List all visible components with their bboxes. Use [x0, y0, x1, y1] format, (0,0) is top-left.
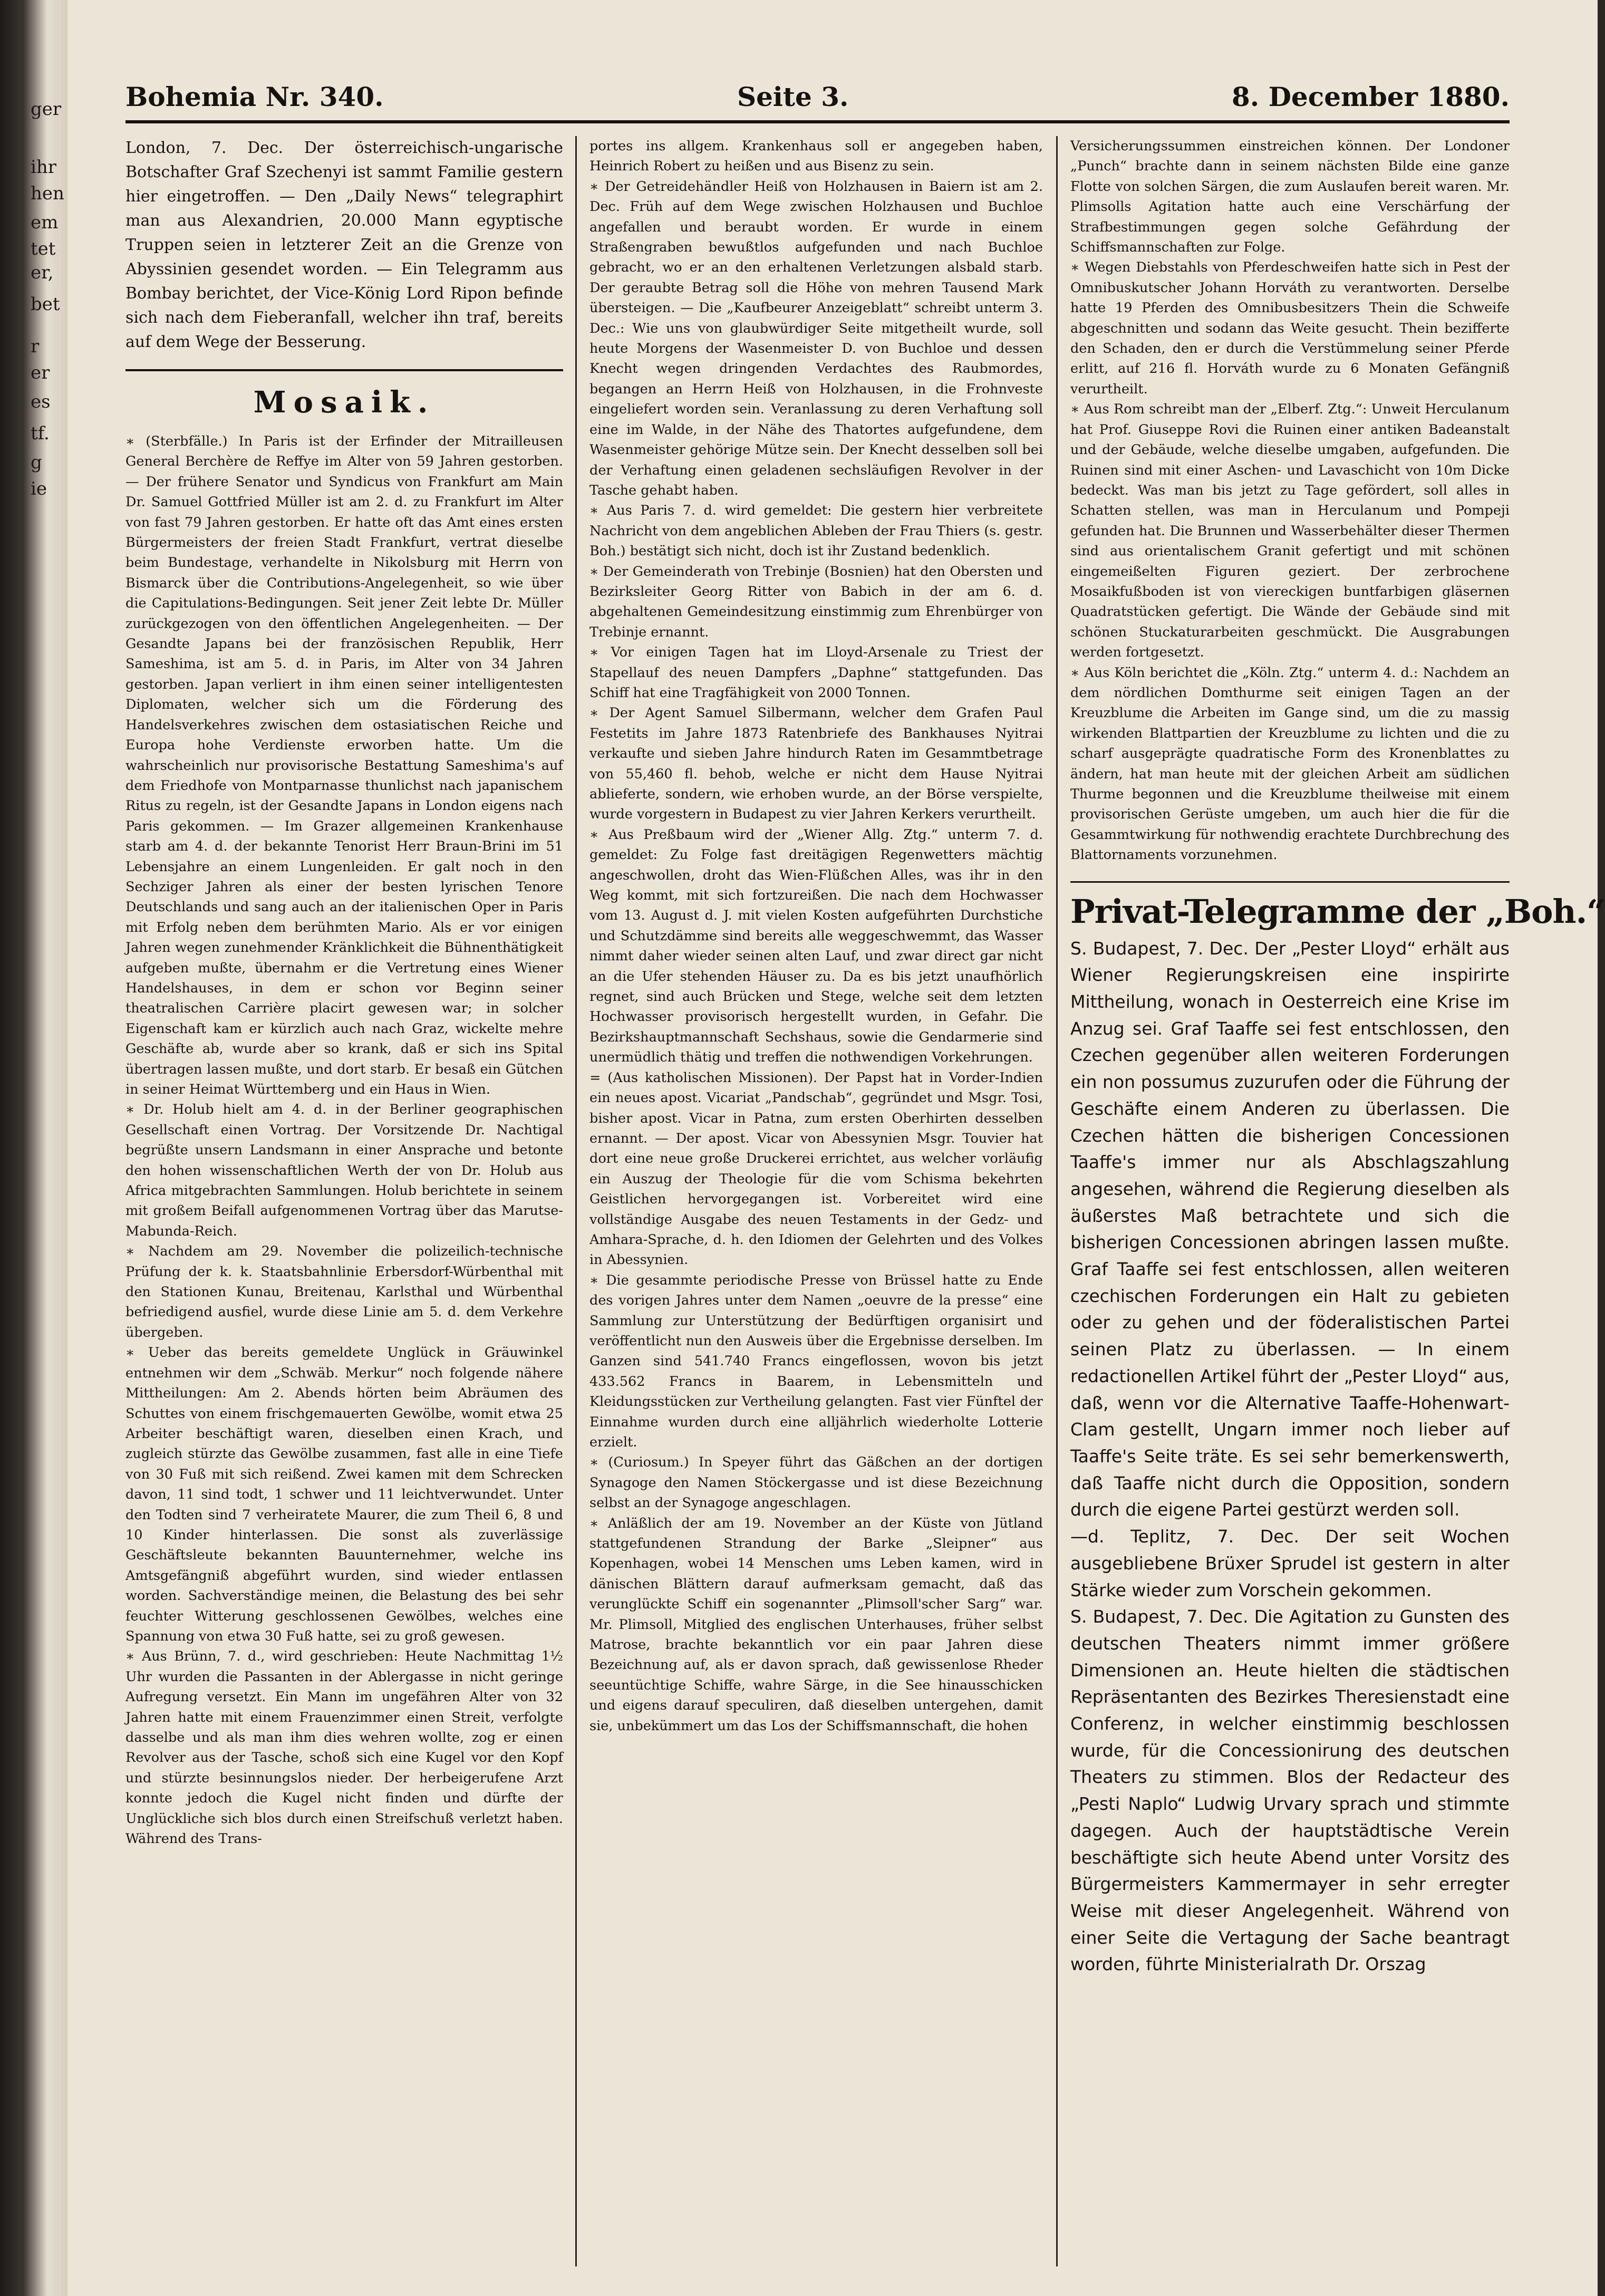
margin-fragment: ger [31, 99, 62, 120]
article-paragraph: ∗ Anläßlich der am 19. November an der Küste von Jütland stattgefundenen Strandung der Barke „Sleipner“ aus Kopenhagen, wobei 14 Menschen ums Leben kamen, wird in dänischen Blättern darauf aufmerksam gemacht, daß das verunglückte Schiff ein sogenannter „Plimsoll'scher Sarg“ war. Mr. Plimsoll, Mitglied des englischen Unterhauses, früher selbst Matrose, brachte bekanntlich vor ein paar Jahren diese Bezeichnung auf, als er davon sprach, daß gewissenlose Rheder seeuntüchtige Schiffe, wahre Särge, in die See hinausschicken und eigens darauf speculiren, daß dieselben untergehen, damit sie, unbekümmert um das Los der Schiffsmannschaft, die hohen [589, 1515, 1043, 1734]
telegram-paragraph: S. Budapest, 7. Dec. Die Agitation zu Gunsten des deutschen Theaters nimmt immer größere Dimensionen an. Heute hielten die städtischen Repräsentanten des Bezirkes Theresienstadt eine Conferenz, in welcher einstimmig beschlossen wurde, für die Concessionirung des deutschen Theaters zu stimmen. Blos der Redacteur des „Pesti Naplo“ Ludwig Urvary sprach und stimmte dagegen. Auch der hauptstädtische Verein beschäftigte sich heute Abend unter Vorsitz des Bürgermeisters Kammermayer in sehr erregter Weise mit dieser Angelegenheit. Während von einer Seite die Vertagung der Sache beantragt worden, führte Ministerialrath Dr. Orszag [1070, 1606, 1510, 1975]
article-paragraph: ∗ (Sterbfälle.) In Paris ist der Erfinder der Mitrailleusen General Berchère de Reffye im Alter von 59 Jahren gestorben. — Der frühere Senator und Syndicus von Frankfurt am Main Dr. Samuel Gottfried Müller ist am 2. d. zu Frankfurt im Alter von fast 79 Jahren gestorben. Er hatte oft das Amt eines ersten Bürgermeisters der freien Stadt Frankfurt, vertrat dieselbe beim Bundestage, verhandelte in Nikolsburg mit Herrn von Bismarck über die Contributions-Angelegenheit, so wie über die Capitulations-Bedingungen. Seit jener Zeit lebte Dr. Müller zurückgezogen von den öffentlichen Angelegenheiten. — Der Gesandte Japans bei der französischen Republik, Herr Sameshima, ist am 5. d. in Paris, im Alter von 34 Jahren gestorben. Japan verliert in ihm einen seiner intelligentesten Diplomaten, welcher sich um die Förderung des Handelsverkehres zwischen dem ostasiatischen Reiche und Europa hohe Verdienste erworben hatte. Um die wahrscheinlich nur provisorische Bestattung Sameshima's auf dem Friedhofe von Montparnasse thunlichst nach japanischem Ritus zu regeln, ist der Gesandte Japans in London eigens nach Paris gekommen. — Im Grazer allgemeinen Krankenhause starb am 4. d. der bekannte Tenorist Herr Braun-Brini im 51 Lebensjahre an einem Lungenleiden. Er galt noch in den Sechziger Jahren als einer der besten lyrischen Tenore Deutschlands und sang auch an der italienischen Oper in Paris mit Erfolg neben dem berühmten Mario. Als er vor einigen Jahren wegen zunehmender Kränklichkeit die Bühnenthätigkeit aufgeben mußte, übernahm er die Vertretung eines Wiener Handelshauses, in dem er schon vor Beginn seiner theatralischen Carrière placirt gewesen war; in solcher Eigenschaft kam er kürzlich auch nach Graz, wickelte mehre Geschäfte ab, wurde aber so krank, daß er sich ins Spital übertragen lassen mußte, und dort starb. Er besaß ein Gütchen in seiner Heimat Württemberg und ein Haus in Wien. [125, 433, 563, 1097]
header-date: 8. December 1880. [1231, 81, 1510, 112]
margin-fragment: ihr [31, 157, 57, 178]
margin-fragment: tf. [31, 423, 50, 444]
mosaik-heading: Mosaik. [253, 385, 436, 420]
header-rule [125, 120, 1510, 123]
column-3 [1070, 136, 1605, 2266]
article-paragraph: ∗ Aus Brünn, 7. d., wird geschrieben: Heute Nachmittag 1½ Uhr wurden die Passanten in der Ablergasse in nicht geringe Aufregung versetzt. Ein Mann im ungefähren Alter von 32 Jahren hatte mit einem Frauenzimmer einen Streit, verfolgte dasselbe und als man ihm dies wehren wollte, zog er einen Revolver aus der Tasche, schoß sich eine Kugel vor den Kopf und stürzte besinnungslos nieder. Der herbeigerufene Arzt konnte jedoch die Kugel nicht finden und dürfte der Unglückliche sich blos durch einen Streifschuß verletzt haben. Während des Trans- [125, 1648, 563, 1847]
page-content [125, 79, 1605, 2268]
margin-fragment: er, [31, 262, 54, 283]
margin-fragment: r [31, 336, 40, 357]
article-paragraph: ∗ Vor einigen Tagen hat im Lloyd-Arsenale zu Triest der Stapellauf des neuen Dampfers „Daphne“ stattgefunden. Das Schiff hat eine Tragfähigkeit von 2000 Tonnen. [589, 644, 1043, 701]
header-paper-issue: Bohemia Nr. 340. [125, 81, 384, 112]
article-paragraph: ∗ Aus Preßbaum wird der „Wiener Allg. Ztg.“ unterm 7. d. gemeldet: Zu Folge fast dreitägigen Regenwetters mächtig angeschwollen, droht das Wien-Flüßchen Alles, was ihr in den Weg kommt, mit sich fortzureißen. Die nach dem Hochwasser vom 13. August d. J. mit vielen Kosten aufgeführten Durchstiche und Schutzdämme sind bereits alle weggeschwemmt, das Wasser nimmt daher wieder seinen alten Lauf, und zwar direct gar nicht an die Ufer stehenden Häuser zu. Da es bis jetzt unaufhörlich regnet, sind auch Brücken und Stege, welche seit dem letzten Hochwasser provisorisch hergestellt wurden, in Gefahr. Die Bezirkshauptmannschaft Sechshaus, sowie die Gendarmerie sind unermüdlich thätig und treffen die nothwendigen Vorkehrungen. [589, 826, 1043, 1066]
london-dispatch: London, 7. Dec. Der österreichisch-ungarische Botschafter Graf Szechenyi ist sammt Familie gestern hier eingetroffen. — Den „Daily News“ telegraphirt man aus Alexandrien, 20.000 Mann egyptische Truppen seien in letzterer Zeit an die Grenze von Abyssinien gesendet worden. — Ein Telegramm aus Bombay berichtet, der Vice-König Lord Ripon befinde sich nach dem Fieberanfall, welcher ihn traf, bereits auf dem Wege der Besserung. [125, 139, 563, 351]
column-2 [589, 136, 1043, 2266]
column-divider [575, 136, 577, 2266]
article-paragraph: portes ins allgem. Krankenhaus soll er angegeben haben, Heinrich Robert zu heißen und aus Bisenz zu sein. [589, 138, 1043, 175]
article-paragraph: Versicherungssummen einstreichen können. Der Londoner „Punch“ brachte dann in seinem nächsten Bilde eine ganze Flotte von solchen Särgen, die zum Auslaufen bereit waren. Mr. Plimsolls Agitation hatte auch eine Verschärfung der Strafbestimmungen gegen solche Gefährdung der Schiffsmannschaften zur Folge. [1070, 138, 1510, 256]
telegram-paragraph: —d. Teplitz, 7. Dec. Der seit Wochen ausgebliebene Brüxer Sprudel ist gestern in alter Stärke wieder zum Vorschein gekommen. [1070, 1526, 1510, 1600]
column-divider [1056, 136, 1058, 2266]
article-paragraph: ∗ Nachdem am 29. November die polizeilich-technische Prüfung der k. k. Staatsbahnlinie Erbersdorf-Würbenthal mit den Stationen Kunau, Breitenau, Karlsthal und Würbenthal befriedigend ausfiel, wurde diese Linie am 5. d. dem Verkehre übergeben. [125, 1243, 563, 1340]
margin-fragment: es [31, 391, 51, 412]
newspaper-page [67, 0, 1605, 2296]
section-rule [1070, 881, 1510, 883]
article-paragraph: = (Aus katholischen Missionen). Der Papst hat in Vorder-Indien ein neues apost. Vicariat „Pandschab“, gegründet und Msgr. Tosi, bisher apost. Vicar in Patna, zum ersten Oberhirten desselben ernannt. — Der apost. Vicar von Abessynien Msgr. Touvier hat dort eine neue große Druckerei errichtet, aus welcher vorläufig ein Auszug der Theologie für die vom Schisma bekehrten Geistlichen hervorgegangen ist. Vorbereitet wird eine vollständige Ausgabe des neuen Testaments in der Gedz- und Amhara-Sprache, d. h. den Idiomen der Gelehrten und des Volkes in Abessynien. [589, 1069, 1043, 1268]
margin-fragment: hen [31, 183, 64, 204]
article-paragraph: ∗ Wegen Diebstahls von Pferdeschweifen hatte sich in Pest der Omnibuskutscher Johann Horváth zu verantworten. Derselbe hatte 19 Pferden des Omnibusbesitzers Thein die Schweife abgeschnitten und sodann das Weite gesucht. Thein bezifferte den Schaden, den er durch die Verstümmelung seiner Pferde erlitt, auf 216 fl. Horváth wurde zu 6 Monaten Gefängniß verurtheilt. [1070, 259, 1510, 397]
adjacent-page-edge [0, 0, 67, 2296]
article-paragraph: ∗ Aus Rom schreibt man der „Elberf. Ztg.“: Unweit Herculanum hat Prof. Giuseppe Rovi die Ruinen einer antiken Badeanstalt und der Gebäude, welche dieselbe umgaben, aufgefunden. Die Ruinen sind mit einer Aschen- und Lavaschicht von 10m Dicke bedeckt. Was man bis jetzt zu Tage gefördert, soll alles in Schatten stellen, was man in Herculanum und Pompeji gefunden hat. Die Brunnen und Wasserbehälter dieser Thermen sind aus orientalischem Granit gefertigt und mit schönen eingemeißelten Figuren geziert. Der zerbrochene Mosaikfußboden ist von viereckigen buntfarbigen gläsernen Quadratstücken gefertigt. Die Wände der Gebäude sind mit schönen Stuckaturarbeiten geschmückt. Die Ausgrabungen werden fortgesetzt. [1070, 401, 1510, 661]
article-paragraph: ∗ Die gesammte periodische Presse von Brüssel hatte zu Ende des vorigen Jahres unter dem Namen „oeuvre de la presse“ eine Sammlung zur Unterstützung der Bedürftigen organisirt und veröffentlicht nun den Ausweis über die Ergebnisse derselben. Im Ganzen sind 541.740 Francs eingeflossen, wovon bis jetzt 433.562 Francs in Baarem, in Lebensmitteln und Kleidungsstücken zur Vertheilung gelangten. Fast vier Fünftel der Einnahme wurden durch eine alljährlich wiederholte Lotterie erzielt. [589, 1272, 1043, 1450]
margin-fragment: tet [31, 238, 56, 259]
page-header [125, 79, 1510, 119]
article-paragraph: ∗ Ueber das bereits gemeldete Unglück in Gräuwinkel entnehmen wir dem „Schwäb. Merkur“ noch folgende nähere Mittheilungen: Am 2. Abends hörten beim Abräumen des Schuttes von einem frischgemauerten Gewölbe, womit etwa 25 Arbeiter beschäftigt waren, dieselben einen Krach, und zugleich stürzte das Gewölbe zusammen, fast alle in eine Tiefe von 30 Fuß mit sich reißend. Zwei kamen mit dem Schrecken davon, 11 sind todt, 1 schwer und 11 leichtverwundet. Unter den Todten sind 7 verheiratete Maurer, die zum Theil 6, 8 und 10 Kinder hinterlassen. Die sonst als zuverlässige Geschäftsleute bekannten Bauunternehmer, welche ins Amtsgefängniß abgeführt wurden, sind wieder entlassen worden. Sachverständige meinen, die Belastung des bei sehr feuchter Witterung geschlossenen Gewölbes, welches eine Spannung von etwa 30 Fuß hatte, sei zu groß gewesen. [125, 1345, 563, 1644]
column-1 [125, 136, 563, 2266]
article-paragraph: ∗ Der Agent Samuel Silbermann, welcher dem Grafen Paul Festetits im Jahre 1873 Ratenbriefe des Bankhauses Nyitrai verkaufte und sieben Jahre hindurch Raten im Gesammtbetrage von 55,460 fl. behob, welche er nicht dem Hause Nyitrai ablieferte, sondern, wie erhoben wurde, an der Börse verspielte, wurde vorgestern in Budapest zu vier Jahren Kerkers verurtheilt. [589, 705, 1043, 823]
header-page-number: Seite 3. [737, 81, 849, 112]
section-rule [125, 369, 563, 371]
article-paragraph: ∗ (Curiosum.) In Speyer führt das Gäßchen an der dortigen Synagoge den Namen Stöckergasse und ist diese Bezeichnung selbst an der Synagoge angeschlagen. [589, 1454, 1043, 1511]
article-paragraph: ∗ Der Getreidehändler Heiß von Holzhausen in Baiern ist am 2. Dec. Früh auf dem Wege zwischen Holzhausen und Buchloe angefallen und beraubt worden. Er wurde in einem Straßengraben bewußtlos aufgefunden und nach Buchloe gebracht, wo er an den erhaltenen Verletzungen alsbald starb. Der geraubte Betrag soll die Höhe von mehren Tausend Mark übersteigen. — Die „Kaufbeurer Anzeigeblatt“ schreibt unterm 3. Dec.: Wie uns von glaubwürdiger Seite mitgetheilt wurde, soll heute Morgens der Wasenmeister D. von Buchloe und dessen Knecht wegen dringenden Verdachtes des Raubmordes, begangen an Herrn Heiß von Holzhausen, in die Frohnveste eingeliefert worden sein. Veranlassung zu deren Verhaftung soll eine im Walde, in der Nähe des Thatortes aufgefundene, dem Wasenmeister gehörige Mütze sein. Der Knecht desselben soll bei der Verhaftung einen geladenen sechsläufigen Revolver in der Tasche gehabt haben. [589, 178, 1043, 498]
telegram-heading: Privat-Telegramme der „Boh.“ [1070, 892, 1605, 931]
telegram-paragraph: S. Budapest, 7. Dec. Der „Pester Lloyd“ erhält aus Wiener Regierungskreisen eine inspirirte Mittheilung, wonach in Oesterreich eine Krise im Anzug sei. Graf Taaffe sei fest entschlossen, den Czechen gegenüber allen weiteren Forderungen ein non possumus zuzurufen oder die Führung der Geschäfte einem Anderen zu überlassen. Die Czechen hätten die bisherigen Concessionen Taaffe's immer nur als Abschlagszahlung angesehen, während die Regierung dieselben als äußerstes Maß betrachtete und sich die bisherigen Concessionen abringen lassen mußte. Graf Taaffe sei fest entschlossen, allen weiteren czechischen Forderungen ein Halt zu gebieten oder zu gehen und der föderalistischen Partei seinen Platz zu überlassen. — In einem redactionellen Artikel führt der „Pester Lloyd“ aus, daß, wenn vor die Alternative Taaffe-Hohenwart-Clam gestellt, Ungarn immer noch lieber auf Taaffe's Seite träte. Es sei sehr bemerkenswerth, daß Taaffe nicht durch die Opposition, sondern durch die eigene Partei gestürzt werden soll. [1070, 938, 1510, 1520]
article-paragraph: ∗ Dr. Holub hielt am 4. d. in der Berliner geographischen Gesellschaft einen Vortrag. Der Vorsitzende Dr. Nachtigal begrüßte unsern Landsmann in einer Ansprache und betonte den hohen wissenschaftlichen Werth der von Dr. Holub aus Africa mitgebrachten Sammlungen. Holub berichtete in seinem mit großem Beifall aufgenommenen Vortrag über das Marutse-Mabunda-Reich. [125, 1102, 563, 1239]
article-paragraph: ∗ Der Gemeinderath von Trebinje (Bosnien) hat den Obersten und Bezirksleiter Georg Ritter von Babich in der am 6. d. abgehaltenen Gemeindesitzung einstimmig zum Ehrenbürger von Trebinje ernannt. [589, 563, 1043, 640]
margin-fragment: er [31, 362, 50, 383]
margin-fragment: bet [31, 294, 60, 315]
article-paragraph: ∗ Aus Köln berichtet die „Köln. Ztg.“ unterm 4. d.: Nachdem an dem nördlichen Domthurme seit einigen Tagen an der Kreuzblume die Arbeiten im Gange sind, um die zu massig wirkenden Blattpartien der Kreuzblume zu lichten und die zu scharf ausgeprägte quadratische Form des Kronenblattes zu ändern, hat man heute mit der gleichen Arbeit am südlichen Thurme begonnen und die Kreuzblume theilweise mit einem provisorischen Gerüste umgeben, um auch hier die für die Gesammtwirkung für nothwendig erachtete Durchbrechung des Blattornaments vorzunehmen. [1070, 664, 1510, 863]
margin-fragment: em [31, 212, 59, 233]
margin-fragment: g [31, 452, 42, 473]
article-paragraph: ∗ Aus Paris 7. d. wird gemeldet: Die gestern hier verbreitete Nachricht von dem angeblichen Ableben der Frau Thiers (s. gestr. Boh.) bestätigt sich nicht, doch ist ihr Zustand bedenklich. [589, 503, 1043, 559]
margin-fragment: ie [31, 478, 47, 499]
